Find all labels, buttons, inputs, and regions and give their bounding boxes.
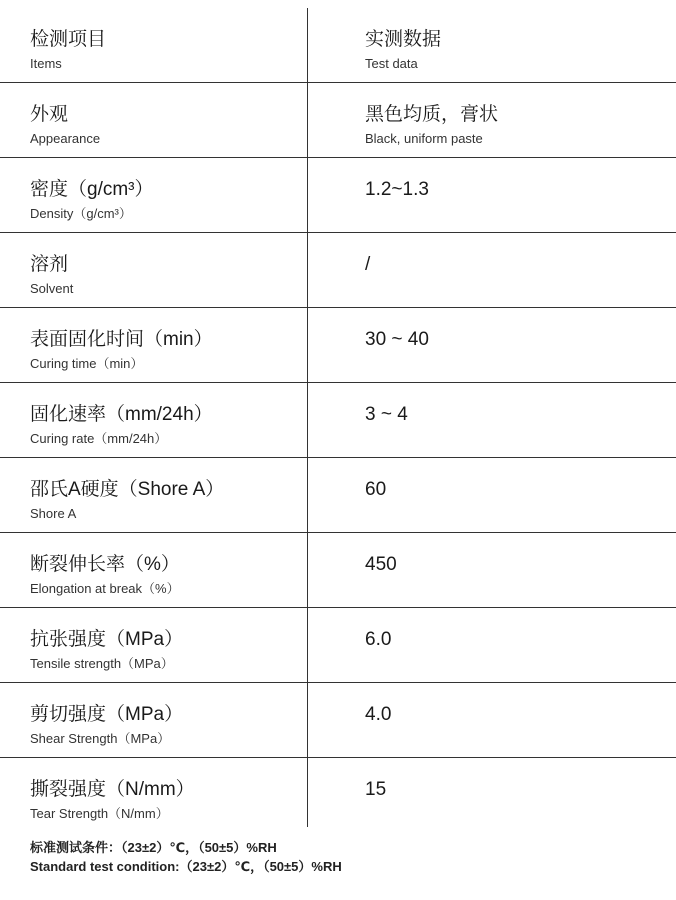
item-name-en: Tensile strength（MPa）: [30, 656, 174, 671]
table-row: [0, 158, 676, 233]
item-name-en: Curing time（min）: [30, 356, 144, 371]
header-data-zh: 实测数据: [365, 29, 442, 50]
table-row: [0, 533, 676, 608]
header-data-en: Test data: [365, 56, 418, 71]
item-value: 30 ~ 40: [365, 329, 429, 350]
header-items-zh: 检测项目: [30, 29, 107, 50]
test-condition-note: [30, 838, 342, 876]
item-name-en: Tear Strength（N/mm）: [30, 806, 169, 821]
test-condition-zh: 标准测试条件：（23±2）℃，（50±5）%RH: [30, 840, 277, 855]
test-condition-en: Standard test condition:（23±2）℃，（50±5）%RH: [30, 859, 342, 874]
item-name-zh: 表面固化时间（min）: [30, 329, 213, 350]
item-name-en: Density（g/cm³）: [30, 206, 132, 221]
item-name-en: Appearance: [30, 131, 101, 146]
item-value: 4.0: [365, 704, 392, 725]
item-name-zh: 邵氏A硬度（Shore A）: [30, 479, 225, 500]
item-value-en: Black, uniform paste: [365, 131, 483, 146]
item-name-zh: 溶剂: [30, 254, 69, 275]
item-value: /: [365, 254, 371, 275]
spec-table: [0, 8, 676, 832]
item-value: 60: [365, 479, 387, 500]
table-row: [0, 383, 676, 458]
item-name-zh: 外观: [30, 104, 69, 125]
item-value: 黑色均质，膏状: [365, 104, 499, 125]
table-row: [0, 608, 676, 683]
item-value: 450: [365, 554, 397, 575]
item-name-zh: 抗张强度（MPa）: [30, 629, 184, 650]
table-row: [0, 233, 676, 308]
item-name-zh: 撕裂强度（N/mm）: [30, 779, 195, 800]
table-row: [0, 308, 676, 383]
item-value: 6.0: [365, 629, 392, 650]
item-value: 1.2~1.3: [365, 179, 429, 200]
header-items-en: Items: [30, 56, 62, 71]
table-header-row: [0, 8, 676, 83]
table-row: [0, 683, 676, 758]
table-row: [0, 758, 676, 832]
table-row: [0, 83, 676, 158]
table-row: [0, 458, 676, 533]
item-name-zh: 剪切强度（MPa）: [30, 704, 184, 725]
item-name-en: Shear Strength（MPa）: [30, 731, 171, 746]
item-name-zh: 固化速率（mm/24h）: [30, 404, 213, 425]
item-value: 3 ~ 4: [365, 404, 408, 425]
item-name-zh: 断裂伸长率（%）: [30, 554, 180, 575]
item-value: 15: [365, 779, 387, 800]
item-name-zh: 密度（g/cm³）: [30, 179, 154, 200]
item-name-en: Curing rate（mm/24h）: [30, 431, 168, 446]
item-name-en: Elongation at break（%）: [30, 581, 180, 596]
column-divider: [307, 8, 308, 827]
item-name-en: Solvent: [30, 281, 74, 296]
item-name-en: Shore A: [30, 506, 77, 521]
